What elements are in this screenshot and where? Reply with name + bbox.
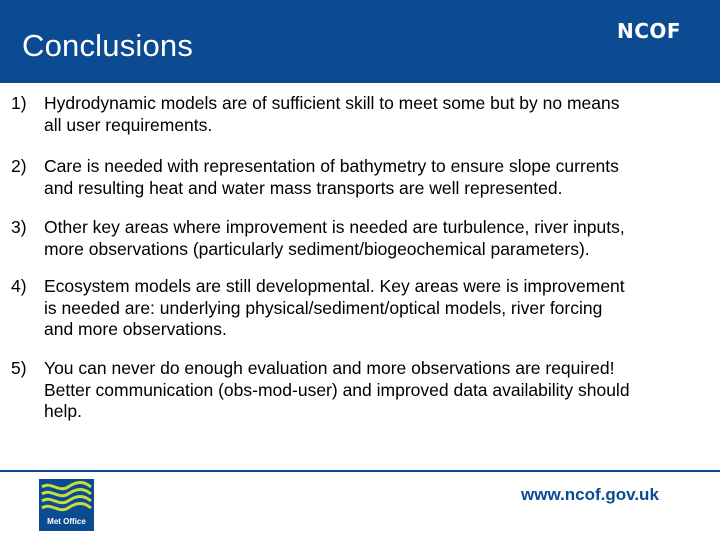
item-number: 1): [11, 93, 27, 113]
item-number: 5): [11, 358, 27, 378]
met-office-logo: [39, 479, 94, 531]
website-url[interactable]: www.ncof.gov.uk: [521, 485, 659, 504]
ncof-logo-text: NCOF: [617, 19, 682, 43]
item-text: Ecosystem models are still developmental. Key areas were is improvement is needed are: underlying physical/sediment/optical models, river forcing and more observations.: [44, 276, 625, 339]
logo-caption: Met Office: [47, 517, 86, 526]
item-number: 4): [11, 276, 27, 296]
item-number: 3): [11, 217, 27, 237]
item-text: Care is needed with representation of bathymetry to ensure slope currents and resulting heat and water mass transports are well represented.: [44, 156, 619, 198]
item-text: You can never do enough evaluation and more observations are required! Better communication (obs-mod-user) and improved data availability should help.: [44, 358, 630, 421]
wave-icon: [39, 479, 94, 517]
slide-title: Conclusions: [22, 28, 194, 63]
item-text: Other key areas where improvement is needed are turbulence, river inputs, more observations (particularly sediment/biogeochemical parameters).: [44, 217, 625, 259]
item-text: Hydrodynamic models are of sufficient skill to meet some but by no means all user requirements.: [44, 93, 620, 135]
item-number: 2): [11, 156, 27, 176]
footer-divider: [0, 470, 720, 472]
header-bar: [0, 0, 720, 83]
